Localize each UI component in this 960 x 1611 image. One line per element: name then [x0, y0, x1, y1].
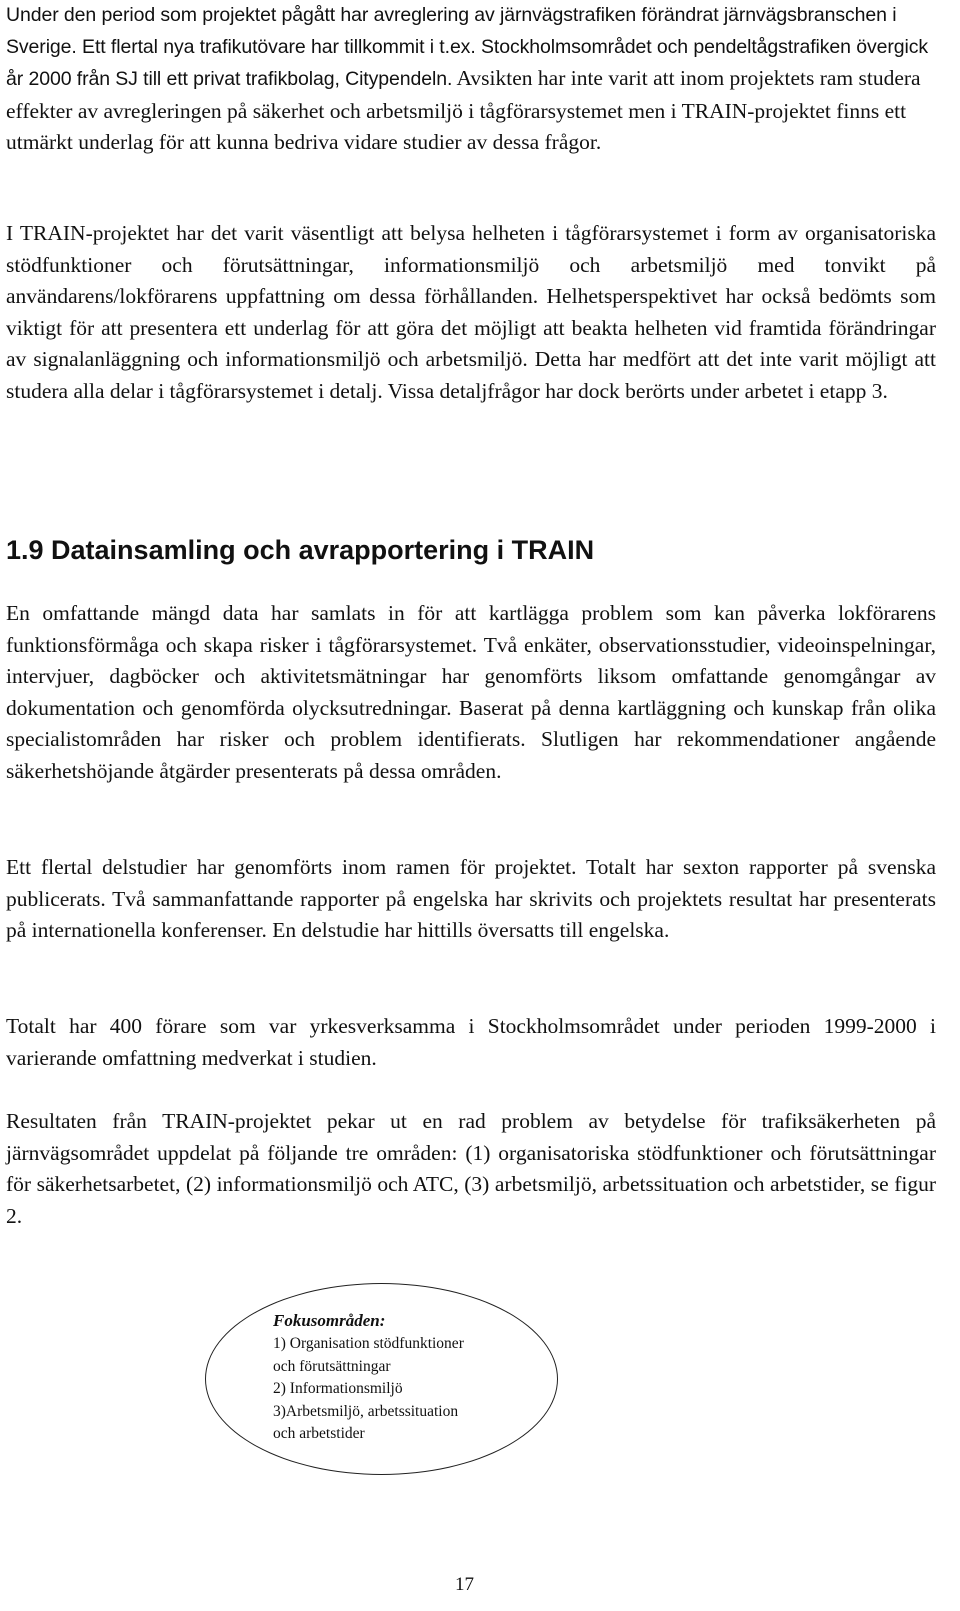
- paragraph-data-collection: En omfattande mängd data har samlats in för att kartlägga problem som kan påverka lokförarens funktionsförmåga och skapa risker i tågförarsystemet. Två enkäter, observationsstudier, videoinspelningar, intervjuer, dagböcker och aktivitetsmätningar har genomförts liksom omfattande genomgångar av dokumentation och genomförda olycksutredningar. Baserat på denna kartläggning och kunskap från olika specialistområden har risker och problem identifierats. Slutligen har rekommendationer angående säkerhetshöjande åtgärder presenterats på dessa områden.: [6, 601, 936, 783]
- focus-area-item: och förutsättningar: [273, 1357, 391, 1375]
- paragraph-deregulation-serif: Avsikten har inte varit att inom projektets ram studera effekter av avregleringen på säkerhet och arbetsmiljö i tågförarsystemet men i TRAIN-projektet finns ett utmärkt underlag för att kunna bedriva vidare studier av dessa frågor.: [6, 66, 921, 154]
- paragraph-deregulation: [6, 0, 936, 159]
- focus-area-item: 1) Organisation stödfunktioner: [273, 1335, 464, 1352]
- paragraph-results: Resultaten från TRAIN-projektet pekar ut en rad problem av betydelse för trafiksäkerheten på järnvägsområdet uppdelat på följande tre områden: (1) organisatoriska stödfunktioner och förutsättningar för säkerhetsarbetet, (2) informationsmiljö och ATC, (3) arbetsmiljö, arbetssituation och arbetstider, se figur 2.: [6, 1109, 936, 1228]
- paragraph-participants: Totalt har 400 förare som var yrkesverksamma i Stockholmsområdet under perioden 1999-2000 i varierande omfattning medverkat i studien.: [6, 1014, 936, 1070]
- focus-area-item: 2) Informationsmiljö: [273, 1380, 403, 1397]
- page-number: 17: [455, 1574, 474, 1595]
- paragraph-reports: Ett flertal delstudier har genomförts inom ramen för projektet. Totalt har sexton rapporter på svenska publicerats. Två sammanfattande rapporter på engelska har skrivits och projektets resultat har presenterats på internationella konferenser. En delstudie har hittills översatts till engelska.: [6, 855, 936, 942]
- section-heading: 1.9 Datainsamling och avrapportering i TRAIN: [6, 535, 595, 565]
- paragraph-train-overview: I TRAIN-projektet har det varit väsentligt att belysa helheten i tågförarsystemet i form av organisatoriska stödfunktioner och förutsättningar, informationsmiljö och arbetsmiljö med tonvikt på användarens/lokförarens uppfattning om dessa förhållanden. Helhetsperspektivet har också bedömts som viktigt för att presentera ett underlag för att göra det möjligt att beakta helheten vid framtida förändringar av signalanläggning och informationsmiljö och arbetsmiljö. Detta har medfört att det inte varit möjligt att studera alla delar i tågförarsystemet i detalj. Vissa detaljfrågor har dock berörts under arbetet i etapp 3.: [6, 221, 936, 403]
- focus-area-item: och arbetstider: [273, 1425, 365, 1442]
- focus-areas-text: [273, 1309, 464, 1446]
- focus-area-item: 3)Arbetsmiljö, arbetssituation: [273, 1402, 459, 1420]
- paragraph-deregulation-sans: Under den period som projektet pågått har avreglering av järnvägstrafiken förändrat järnvägsbranschen i Sverige. Ett flertal nya trafikutövare har tillkommit i t.ex. Stockholmsområdet och pendeltågstrafiken övergick år 2000 från SJ till ett privat trafikbolag, Citypendeln.: [6, 4, 929, 90]
- focus-areas-title: Fokusområden:: [273, 1311, 386, 1330]
